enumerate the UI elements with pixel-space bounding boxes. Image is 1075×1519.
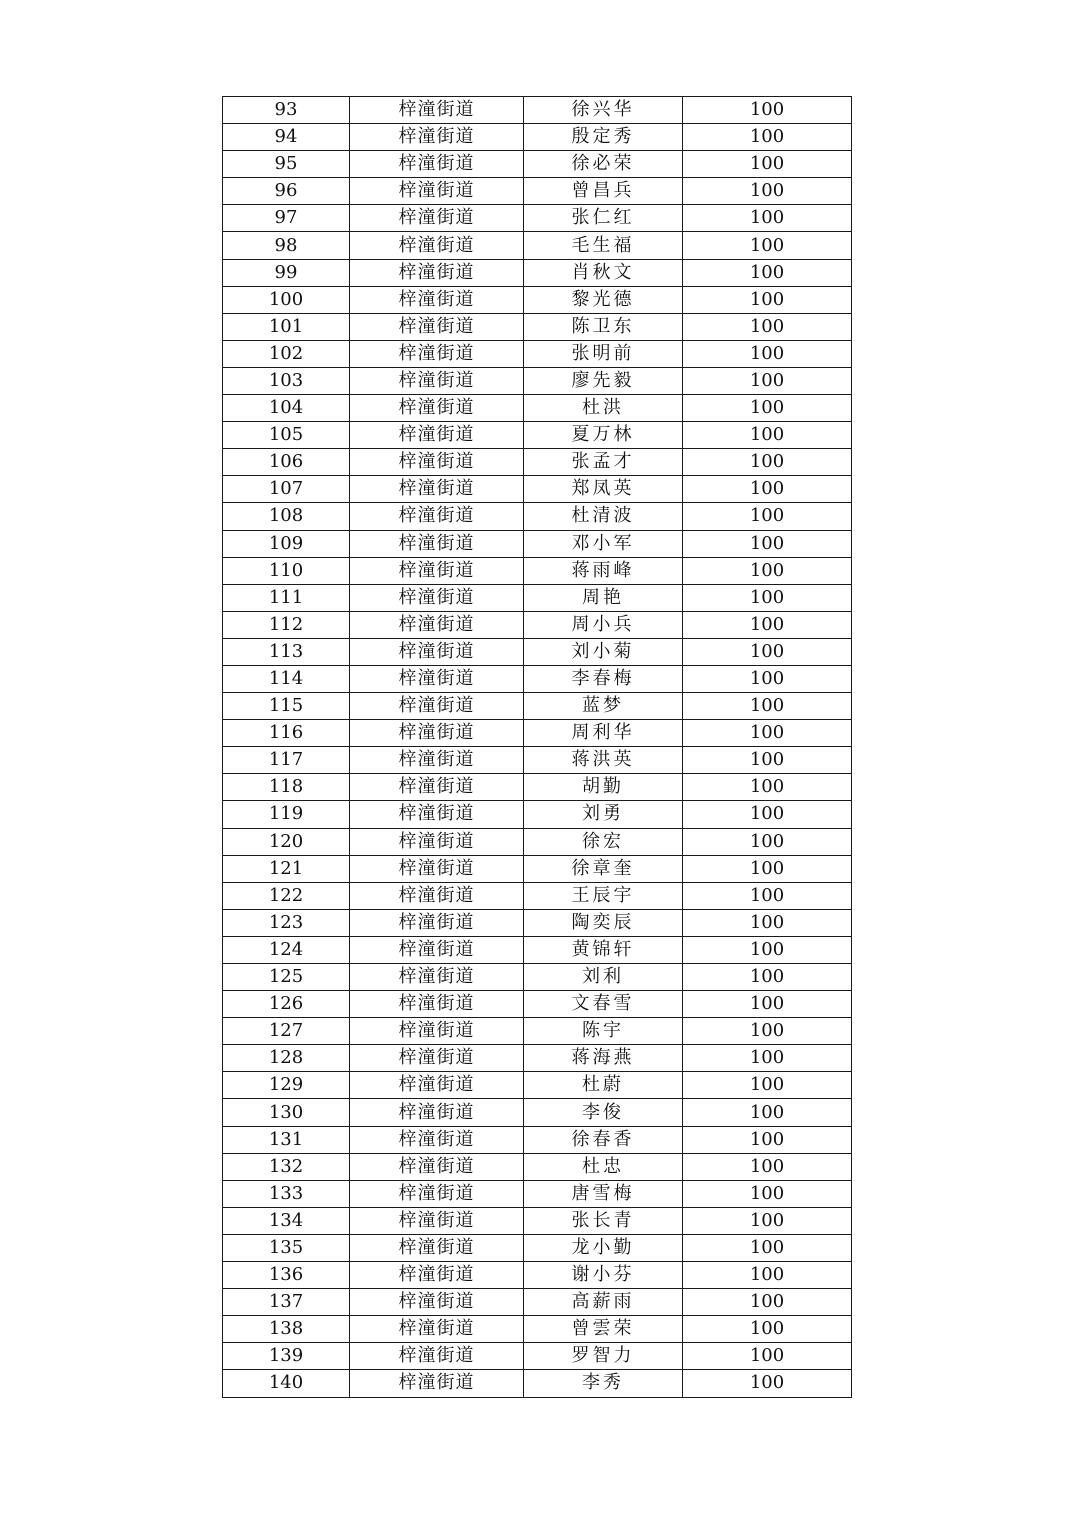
serial-number-cell: 107 — [223, 476, 350, 503]
person-name-cell: 李春梅 — [524, 665, 683, 692]
person-name-cell: 杜洪 — [524, 395, 683, 422]
serial-number-cell: 102 — [223, 340, 350, 367]
table-row — [223, 964, 852, 991]
amount-cell: 100 — [683, 232, 852, 259]
serial-number-cell: 134 — [223, 1207, 350, 1234]
table-row — [223, 1289, 852, 1316]
table-row — [223, 313, 852, 340]
person-name-cell: 王辰宇 — [524, 882, 683, 909]
person-name-cell: 蒋洪英 — [524, 747, 683, 774]
table-row — [223, 1370, 852, 1397]
amount-cell: 100 — [683, 1126, 852, 1153]
amount-cell: 100 — [683, 1234, 852, 1261]
amount-cell: 100 — [683, 611, 852, 638]
recipient-table-body — [223, 97, 852, 1398]
serial-number-cell: 104 — [223, 395, 350, 422]
table-row — [223, 422, 852, 449]
table-row — [223, 124, 852, 151]
street-cell: 梓潼街道 — [350, 584, 524, 611]
person-name-cell: 蒋雨峰 — [524, 557, 683, 584]
serial-number-cell: 96 — [223, 178, 350, 205]
amount-cell: 100 — [683, 124, 852, 151]
serial-number-cell: 119 — [223, 801, 350, 828]
street-cell: 梓潼街道 — [350, 313, 524, 340]
serial-number-cell: 122 — [223, 882, 350, 909]
serial-number-cell: 108 — [223, 503, 350, 530]
serial-number-cell: 135 — [223, 1234, 350, 1261]
serial-number-cell: 124 — [223, 936, 350, 963]
person-name-cell: 张长青 — [524, 1207, 683, 1234]
table-row — [223, 1099, 852, 1126]
street-cell: 梓潼街道 — [350, 774, 524, 801]
serial-number-cell: 103 — [223, 367, 350, 394]
amount-cell: 100 — [683, 1262, 852, 1289]
amount-cell: 100 — [683, 340, 852, 367]
amount-cell: 100 — [683, 313, 852, 340]
person-name-cell: 张明前 — [524, 340, 683, 367]
street-cell: 梓潼街道 — [350, 1207, 524, 1234]
serial-number-cell: 117 — [223, 747, 350, 774]
serial-number-cell: 130 — [223, 1099, 350, 1126]
serial-number-cell: 112 — [223, 611, 350, 638]
table-row — [223, 557, 852, 584]
table-row — [223, 178, 852, 205]
person-name-cell: 杜忠 — [524, 1153, 683, 1180]
person-name-cell: 蒋海燕 — [524, 1045, 683, 1072]
serial-number-cell: 133 — [223, 1180, 350, 1207]
person-name-cell: 徐必荣 — [524, 151, 683, 178]
amount-cell: 100 — [683, 855, 852, 882]
serial-number-cell: 105 — [223, 422, 350, 449]
serial-number-cell: 131 — [223, 1126, 350, 1153]
person-name-cell: 张孟才 — [524, 449, 683, 476]
table-row — [223, 882, 852, 909]
person-name-cell: 龙小勤 — [524, 1234, 683, 1261]
street-cell: 梓潼街道 — [350, 1045, 524, 1072]
serial-number-cell: 115 — [223, 693, 350, 720]
table-row — [223, 720, 852, 747]
amount-cell: 100 — [683, 367, 852, 394]
street-cell: 梓潼街道 — [350, 178, 524, 205]
person-name-cell: 肖秋文 — [524, 259, 683, 286]
serial-number-cell: 123 — [223, 909, 350, 936]
street-cell: 梓潼街道 — [350, 801, 524, 828]
street-cell: 梓潼街道 — [350, 1370, 524, 1397]
table-row — [223, 1316, 852, 1343]
serial-number-cell: 116 — [223, 720, 350, 747]
street-cell: 梓潼街道 — [350, 828, 524, 855]
person-name-cell: 陶奕辰 — [524, 909, 683, 936]
recipient-table — [222, 96, 852, 1398]
person-name-cell: 文春雪 — [524, 991, 683, 1018]
amount-cell: 100 — [683, 422, 852, 449]
person-name-cell: 周小兵 — [524, 611, 683, 638]
amount-cell: 100 — [683, 395, 852, 422]
person-name-cell: 黄锦轩 — [524, 936, 683, 963]
amount-cell: 100 — [683, 286, 852, 313]
serial-number-cell: 127 — [223, 1018, 350, 1045]
table-row — [223, 828, 852, 855]
amount-cell: 100 — [683, 503, 852, 530]
table-row — [223, 476, 852, 503]
street-cell: 梓潼街道 — [350, 232, 524, 259]
amount-cell: 100 — [683, 97, 852, 124]
amount-cell: 100 — [683, 1289, 852, 1316]
serial-number-cell: 125 — [223, 964, 350, 991]
serial-number-cell: 106 — [223, 449, 350, 476]
amount-cell: 100 — [683, 828, 852, 855]
amount-cell: 100 — [683, 665, 852, 692]
table-row — [223, 693, 852, 720]
person-name-cell: 刘小菊 — [524, 638, 683, 665]
street-cell: 梓潼街道 — [350, 909, 524, 936]
street-cell: 梓潼街道 — [350, 503, 524, 530]
person-name-cell: 张仁红 — [524, 205, 683, 232]
person-name-cell: 徐春香 — [524, 1126, 683, 1153]
street-cell: 梓潼街道 — [350, 205, 524, 232]
amount-cell: 100 — [683, 774, 852, 801]
serial-number-cell: 110 — [223, 557, 350, 584]
serial-number-cell: 120 — [223, 828, 350, 855]
serial-number-cell: 136 — [223, 1262, 350, 1289]
amount-cell: 100 — [683, 584, 852, 611]
amount-cell: 100 — [683, 151, 852, 178]
amount-cell: 100 — [683, 557, 852, 584]
street-cell: 梓潼街道 — [350, 638, 524, 665]
amount-cell: 100 — [683, 693, 852, 720]
table-row — [223, 259, 852, 286]
person-name-cell: 李秀 — [524, 1370, 683, 1397]
serial-number-cell: 139 — [223, 1343, 350, 1370]
amount-cell: 100 — [683, 964, 852, 991]
person-name-cell: 廖先毅 — [524, 367, 683, 394]
serial-number-cell: 98 — [223, 232, 350, 259]
table-row — [223, 1072, 852, 1099]
street-cell: 梓潼街道 — [350, 395, 524, 422]
table-row — [223, 1045, 852, 1072]
amount-cell: 100 — [683, 530, 852, 557]
person-name-cell: 刘勇 — [524, 801, 683, 828]
person-name-cell: 毛生福 — [524, 232, 683, 259]
amount-cell: 100 — [683, 259, 852, 286]
person-name-cell: 杜蔚 — [524, 1072, 683, 1099]
amount-cell: 100 — [683, 1099, 852, 1126]
amount-cell: 100 — [683, 1072, 852, 1099]
table-row — [223, 936, 852, 963]
table-row — [223, 1018, 852, 1045]
serial-number-cell: 132 — [223, 1153, 350, 1180]
street-cell: 梓潼街道 — [350, 936, 524, 963]
amount-cell: 100 — [683, 476, 852, 503]
person-name-cell: 徐兴华 — [524, 97, 683, 124]
street-cell: 梓潼街道 — [350, 530, 524, 557]
serial-number-cell: 114 — [223, 665, 350, 692]
amount-cell: 100 — [683, 449, 852, 476]
table-row — [223, 530, 852, 557]
street-cell: 梓潼街道 — [350, 1343, 524, 1370]
person-name-cell: 胡勤 — [524, 774, 683, 801]
street-cell: 梓潼街道 — [350, 1234, 524, 1261]
street-cell: 梓潼街道 — [350, 476, 524, 503]
street-cell: 梓潼街道 — [350, 964, 524, 991]
serial-number-cell: 128 — [223, 1045, 350, 1072]
table-row — [223, 232, 852, 259]
person-name-cell: 周艳 — [524, 584, 683, 611]
street-cell: 梓潼街道 — [350, 991, 524, 1018]
table-row — [223, 774, 852, 801]
serial-number-cell: 93 — [223, 97, 350, 124]
table-row — [223, 747, 852, 774]
serial-number-cell: 113 — [223, 638, 350, 665]
serial-number-cell: 126 — [223, 991, 350, 1018]
serial-number-cell: 97 — [223, 205, 350, 232]
amount-cell: 100 — [683, 1153, 852, 1180]
street-cell: 梓潼街道 — [350, 97, 524, 124]
amount-cell: 100 — [683, 638, 852, 665]
table-row — [223, 665, 852, 692]
street-cell: 梓潼街道 — [350, 1180, 524, 1207]
table-row — [223, 1180, 852, 1207]
amount-cell: 100 — [683, 747, 852, 774]
street-cell: 梓潼街道 — [350, 340, 524, 367]
table-row — [223, 1343, 852, 1370]
amount-cell: 100 — [683, 1207, 852, 1234]
person-name-cell: 谢小芬 — [524, 1262, 683, 1289]
person-name-cell: 曾昌兵 — [524, 178, 683, 205]
table-row — [223, 367, 852, 394]
street-cell: 梓潼街道 — [350, 720, 524, 747]
street-cell: 梓潼街道 — [350, 1018, 524, 1045]
serial-number-cell: 140 — [223, 1370, 350, 1397]
table-row — [223, 584, 852, 611]
street-cell: 梓潼街道 — [350, 882, 524, 909]
street-cell: 梓潼街道 — [350, 665, 524, 692]
amount-cell: 100 — [683, 1316, 852, 1343]
person-name-cell: 陈宇 — [524, 1018, 683, 1045]
person-name-cell: 李俊 — [524, 1099, 683, 1126]
street-cell: 梓潼街道 — [350, 1316, 524, 1343]
table-row — [223, 638, 852, 665]
table-row — [223, 449, 852, 476]
table-row — [223, 909, 852, 936]
amount-cell: 100 — [683, 1180, 852, 1207]
amount-cell: 100 — [683, 1018, 852, 1045]
person-name-cell: 蓝梦 — [524, 693, 683, 720]
amount-cell: 100 — [683, 801, 852, 828]
street-cell: 梓潼街道 — [350, 124, 524, 151]
table-row — [223, 1262, 852, 1289]
serial-number-cell: 118 — [223, 774, 350, 801]
table-row — [223, 1126, 852, 1153]
street-cell: 梓潼街道 — [350, 1099, 524, 1126]
street-cell: 梓潼街道 — [350, 151, 524, 178]
street-cell: 梓潼街道 — [350, 259, 524, 286]
serial-number-cell: 94 — [223, 124, 350, 151]
street-cell: 梓潼街道 — [350, 286, 524, 313]
serial-number-cell: 109 — [223, 530, 350, 557]
person-name-cell: 黎光德 — [524, 286, 683, 313]
street-cell: 梓潼街道 — [350, 693, 524, 720]
person-name-cell: 刘利 — [524, 964, 683, 991]
serial-number-cell: 101 — [223, 313, 350, 340]
person-name-cell: 唐雪梅 — [524, 1180, 683, 1207]
serial-number-cell: 99 — [223, 259, 350, 286]
table-row — [223, 855, 852, 882]
person-name-cell: 曾雲荣 — [524, 1316, 683, 1343]
person-name-cell: 夏万林 — [524, 422, 683, 449]
table-row — [223, 991, 852, 1018]
table-row — [223, 503, 852, 530]
street-cell: 梓潼街道 — [350, 1072, 524, 1099]
street-cell: 梓潼街道 — [350, 367, 524, 394]
table-row — [223, 97, 852, 124]
serial-number-cell: 121 — [223, 855, 350, 882]
table-row — [223, 151, 852, 178]
person-name-cell: 邓小军 — [524, 530, 683, 557]
table-row — [223, 1207, 852, 1234]
table-row — [223, 1153, 852, 1180]
street-cell: 梓潼街道 — [350, 1153, 524, 1180]
person-name-cell: 陈卫东 — [524, 313, 683, 340]
street-cell: 梓潼街道 — [350, 449, 524, 476]
serial-number-cell: 95 — [223, 151, 350, 178]
person-name-cell: 周利华 — [524, 720, 683, 747]
person-name-cell: 郑凤英 — [524, 476, 683, 503]
amount-cell: 100 — [683, 882, 852, 909]
amount-cell: 100 — [683, 1370, 852, 1397]
street-cell: 梓潼街道 — [350, 422, 524, 449]
street-cell: 梓潼街道 — [350, 747, 524, 774]
street-cell: 梓潼街道 — [350, 1289, 524, 1316]
serial-number-cell: 138 — [223, 1316, 350, 1343]
table-row — [223, 340, 852, 367]
serial-number-cell: 100 — [223, 286, 350, 313]
person-name-cell: 罗智力 — [524, 1343, 683, 1370]
serial-number-cell: 129 — [223, 1072, 350, 1099]
amount-cell: 100 — [683, 205, 852, 232]
person-name-cell: 徐宏 — [524, 828, 683, 855]
street-cell: 梓潼街道 — [350, 611, 524, 638]
table-row — [223, 611, 852, 638]
table-row — [223, 286, 852, 313]
serial-number-cell: 137 — [223, 1289, 350, 1316]
street-cell: 梓潼街道 — [350, 855, 524, 882]
amount-cell: 100 — [683, 1343, 852, 1370]
amount-cell: 100 — [683, 1045, 852, 1072]
amount-cell: 100 — [683, 991, 852, 1018]
table-row — [223, 801, 852, 828]
table-row — [223, 1234, 852, 1261]
serial-number-cell: 111 — [223, 584, 350, 611]
amount-cell: 100 — [683, 909, 852, 936]
street-cell: 梓潼街道 — [350, 1126, 524, 1153]
table-row — [223, 395, 852, 422]
street-cell: 梓潼街道 — [350, 557, 524, 584]
person-name-cell: 高薪雨 — [524, 1289, 683, 1316]
table-row — [223, 205, 852, 232]
person-name-cell: 杜清波 — [524, 503, 683, 530]
amount-cell: 100 — [683, 720, 852, 747]
person-name-cell: 徐章奎 — [524, 855, 683, 882]
amount-cell: 100 — [683, 178, 852, 205]
street-cell: 梓潼街道 — [350, 1262, 524, 1289]
amount-cell: 100 — [683, 936, 852, 963]
person-name-cell: 殷定秀 — [524, 124, 683, 151]
